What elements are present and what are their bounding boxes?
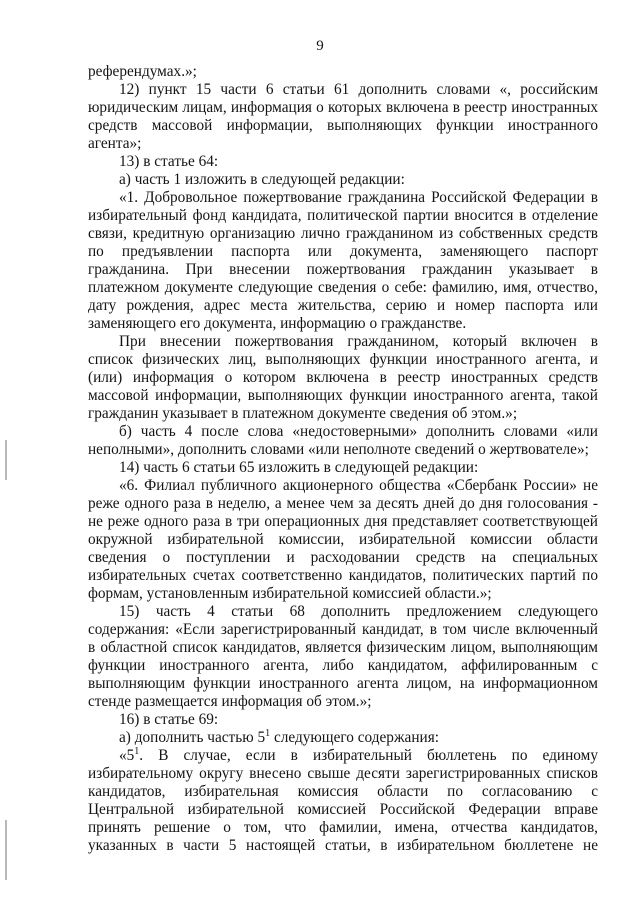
- text-line: [88, 747, 598, 765]
- text-line: кандидатов, избирательная комиссия области по согласованию с: [88, 783, 598, 800]
- text-fragment: а) дополнить частью 5: [119, 729, 266, 746]
- text-line: 16) в статье 69:: [119, 711, 219, 728]
- text-line: принять решение о том, что фамилии, имена, отчества кандидатов,: [88, 819, 598, 836]
- text-fragment: следующего содержания:: [273, 729, 439, 746]
- text-line: выполняющим функции иностранного агента лицом, на информационном: [88, 675, 598, 692]
- superscript: 1: [134, 747, 140, 757]
- text-fragment: «5: [119, 747, 135, 764]
- scan-margin-mark: [5, 440, 7, 480]
- page-number: 9: [316, 38, 324, 54]
- text-line: [88, 729, 598, 747]
- text-line: а) часть 1 изложить в следующей редакции:: [119, 171, 405, 188]
- text-line: «6. Филиал публичного акционерного общества «Сбербанк России» не: [119, 477, 598, 494]
- text-line: заменяющего его документа, информацию о гражданстве.: [88, 315, 467, 332]
- text-line: средств массовой информации, выполняющих функции иностранного: [88, 117, 598, 134]
- text-line: 13) в статье 64:: [119, 153, 219, 170]
- text-line: гражданин указывает в платежном документе сведения об этом.»;: [88, 405, 518, 422]
- text-line: юридическим лицам, информация о которых включена в реестр иностранных: [88, 99, 598, 116]
- text-line: референдумах.»;: [88, 63, 197, 80]
- text-line: (или) информация о котором включена в реестр иностранных средств: [88, 369, 598, 386]
- superscript: 1: [265, 729, 271, 739]
- text-line: стенде размещается информация об этом.»;: [88, 693, 372, 710]
- text-line: формам, установленным избирательной комиссией области.»;: [88, 585, 492, 602]
- text-line: по предъявлении паспорта или документа, заменяющего паспорт: [88, 243, 598, 260]
- text-line: неполными», дополнить словами «или неполноте сведений о жертвователе»;: [88, 441, 589, 458]
- text-line: список физических лиц, выполняющих функции иностранного агента, и: [88, 351, 598, 368]
- text-line: сведения о поступлении и расходовании средств на специальных: [88, 549, 598, 566]
- text-line: дату рождения, адрес места жительства, серию и номер паспорта или: [88, 297, 598, 314]
- text-line: массовой информации, выполняющих функции иностранного агента, такой: [88, 387, 598, 404]
- document-body: [88, 63, 598, 855]
- scan-margin-mark: [5, 820, 7, 880]
- text-line: связи, кредитную организацию лично гражданином из собственных средств: [88, 225, 598, 242]
- text-line: в областной список кандидатов, является физическим лицом, выполняющим: [88, 639, 598, 656]
- text-line: функции иностранного агента, либо кандидатом, аффилированным с: [88, 657, 598, 674]
- text-line: платежном документе следующие сведения о себе: фамилию, имя, отчество,: [88, 279, 598, 296]
- text-fragment: . В случае, если в избирательный бюллетень по единому: [139, 747, 598, 764]
- text-line: 12) пункт 15 части 6 статьи 61 дополнить словами «, российским: [119, 81, 598, 98]
- text-line: агента»;: [88, 135, 142, 152]
- text-line: «1. Добровольное пожертвование гражданина Российской Федерации в: [119, 189, 598, 206]
- text-line: 14) часть 6 статьи 65 изложить в следующей редакции:: [119, 459, 479, 476]
- text-line: избирательный фонд кандидата, политической партии вносится в отделение: [88, 207, 598, 224]
- text-line: Центральной избирательной комиссией Российской Федерации вправе: [88, 801, 598, 818]
- text-line: содержания: «Если зарегистрированный кандидат, в том числе включенный: [88, 621, 598, 638]
- text-line: не реже одного раза в три операционных дня представляет соответствующей: [88, 513, 598, 530]
- text-line: избирательному округу внесено свыше десяти зарегистрированных списков: [88, 765, 598, 782]
- text-line: 15) часть 4 статьи 68 дополнить предложением следующего: [119, 603, 598, 620]
- text-line: б) часть 4 после слова «недостоверными» дополнить словами «или: [119, 423, 598, 440]
- text-line: гражданина. При внесении пожертвования гражданин указывает в: [88, 261, 598, 278]
- text-line: окружной избирательной комиссии, избирательной комиссии области: [88, 531, 598, 548]
- text-line: избирательных счетах соответственно кандидатов, политических партий по: [88, 567, 598, 584]
- text-line: При внесении пожертвования гражданином, который включен в: [119, 333, 598, 350]
- text-line: указанных в части 5 настоящей статьи, в избирательном бюллетене не: [88, 837, 598, 854]
- text-line: реже одного раза в неделю, а менее чем за десять дней до дня голосования -: [88, 495, 598, 512]
